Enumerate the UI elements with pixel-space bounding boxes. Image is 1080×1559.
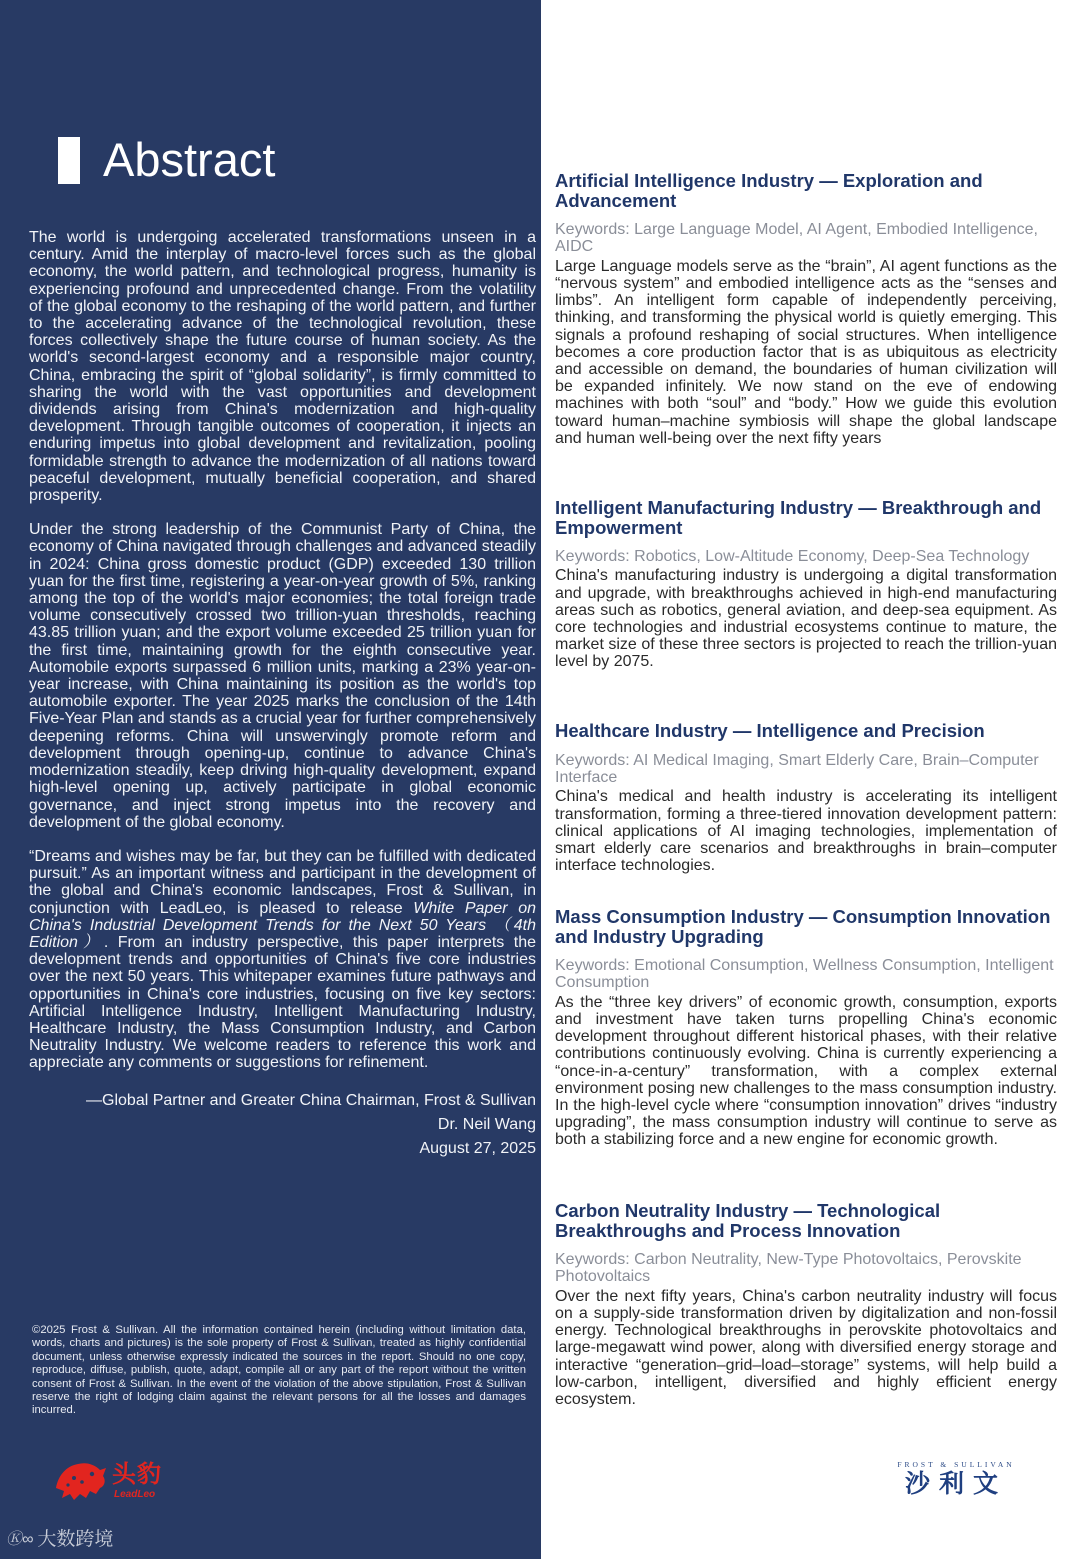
section-title: Healthcare Industry — Intelligence and Precision bbox=[555, 720, 985, 741]
section-carbon bbox=[555, 1201, 1057, 1408]
watermark-text: 大数跨境 bbox=[37, 1529, 114, 1550]
section-healthcare bbox=[555, 721, 1057, 874]
leadleo-name-en: LeadLeo bbox=[114, 1489, 156, 1500]
section-title: Artificial Intelligence Industry — Exploration and Advancement bbox=[555, 170, 983, 211]
watermark bbox=[6, 1524, 113, 1551]
signature-role: —Global Partner and Greater China Chairman, Frost & Sullivan bbox=[86, 1091, 536, 1109]
section-keywords: Keywords: Emotional Consumption, Wellness Consumption, Intelligent Consumption bbox=[555, 957, 1054, 992]
copyright-notice: ©2025 Frost & Sullivan. All the information contained herein (including without limitation data, words, charts and pictures) is the sole property of Frost & Sullivan, treated as highly confidential document, unless otherwise expressly indicated the sources in the report. Should no one copy, reproduce, diffuse, publish, quote, adapt, compile all or any part of the report without the written consent of Frost & Sullivan. In the event of the violation of the above stipulation, Frost & Sullivan reserve the right of lodging claim against the relevant persons for all the losses and damages incurred. bbox=[32, 1324, 526, 1417]
leadleo-logo bbox=[52, 1458, 172, 1506]
section-title: Intelligent Manufacturing Industry — Breakthrough and Empowerment bbox=[555, 497, 1042, 538]
page-title: Abstract bbox=[103, 133, 276, 186]
section-body: As the “three key drivers” of economic growth, consumption, exports and investment have taken turns propelling China's economic development throughout different historical phases, with their relative contributions continuously evolving. China is currently experiencing a “once-in-a-century” transformation, with a complex external environment posing new challenges to the mass consumption industry. In the high-level cycle where “consumption innovation” drives “industry upgrading”, the mass consumption industry will continue to serve as both a stabilizing force and a new engine for economic growth. bbox=[555, 993, 1057, 1149]
section-body: Large Language models serve as the “brain”, AI agent functions as the “nervous system” and embodied intelligence acts as the “senses and limbs”. An intelligent form capable of independently perceiving, thinking, and transforming the physical world is quietly emerging. This signals a profound reshaping of social structures. When intelligence becomes a core production factor that is as ubiquitous as electricity and accessible on demand, the boundaries of human civilization will be expanded infinitely. We now stand on the eve of endowing machines with both “soul” and “body.” How we guide this evolution toward human–machine symbiosis will shape the global landscape and human well-being over the next fifty years bbox=[555, 257, 1057, 447]
report-title: White Paper on China's Industrial Development Trends for the Next 50 Years （4th Edition） bbox=[29, 899, 537, 951]
signature-name: Dr. Neil Wang bbox=[437, 1115, 536, 1133]
abstract-paragraph-1: The world is undergoing accelerated transformations unseen in a century. Amid the interplay of macro-level forces such as the global economy, the world pattern, and technological progress, humanity is experiencing profound and unprecedented change. From the volatility of the global economy to the reshaping of the world pattern, and further to the accelerating advance of the technological revolution, these forces collectively shape the future course of human society. As the world's second-largest economy and a responsible major country, China, embracing the spirit of “global solidarity”, is firmly committed to sharing the world with the vast opportunities and development dividends arising from China's modernization and high-quality development. Through tangible outcomes of cooperation, it injects an enduring impetus into global development and revitalization, pooling formidable strength to advance the modernization of all nations toward peaceful development, mutually beneficial cooperation, and shared prosperity. bbox=[29, 229, 536, 505]
frost-sullivan-name-en: FROST & SULLIVAN bbox=[897, 1460, 1015, 1469]
title-accent-bar bbox=[58, 137, 80, 184]
section-keywords: Keywords: Large Language Model, AI Agent, Embodied Intelligence, AIDC bbox=[555, 221, 1038, 256]
signature-date: August 27, 2025 bbox=[419, 1139, 536, 1157]
leadleo-name-cn: 头豹 bbox=[112, 1461, 162, 1488]
section-body: China's medical and health industry is accelerating its intelligent transformation, forming a three-tiered innovation development pattern: clinical applications of AI imaging technologies, implementation of smart elderly care scenarios and breakthroughs in brain–computer interface technologies. bbox=[555, 788, 1057, 875]
abstract-paragraph-2: Under the strong leadership of the Communist Party of China, the economy of China navigated through challenges and advanced steadily in 2024: China gross domestic product (GDP) exceeded 130 trillion yuan for the first time, registering a year-on-year growth of 5%, ranking among the top of the world's major economies; the total foreign trade volume consecutively crossed two trillion-yuan thresholds, reaching 43.85 trillion yuan; and the export volume exceeded 25 trillion yuan for the first time, maintaining growth for the eighth consecutive year. Automobile exports surpassed 6 million units, marking a 23% year-on-year increase, with China maintaining its position as the world's top automobile exporter. The year 2025 marks the conclusion of the 14th Five-Year Plan and stands as a crucial year for further comprehensively deepening reforms. China will unswervingly promote reform and development through opening-up, continue to advance China's modernization steadily, keep driving high-quality development, expand high-level opening up, actively participate in global economic governance, and inject strong impetus into the recovery and development of the global economy. bbox=[29, 521, 536, 831]
section-body: China's manufacturing industry is undergoing a digital transformation and upgrade, with breakthroughs achieved in high-end manufacturing areas such as robotics, general aviation, and deep-sea equipment. As core technologies and industrial ecosystems continue to mature, the market size of these three sectors is projected to reach the trillion-yuan level by 2075. bbox=[555, 567, 1057, 671]
frost-sullivan-logo bbox=[881, 1460, 1031, 1504]
section-title: Mass Consumption Industry — Consumption Innovation and Industry Upgrading bbox=[555, 906, 1051, 947]
watermark-icon: Ⓚ∞ bbox=[6, 1531, 34, 1548]
section-manufacturing bbox=[555, 498, 1057, 671]
section-ai bbox=[555, 171, 1057, 447]
abstract-paragraph-3 bbox=[29, 848, 536, 1072]
leopard-icon bbox=[52, 1458, 108, 1504]
section-keywords: Keywords: AI Medical Imaging, Smart Elderly Care, Brain–Computer Interface bbox=[555, 751, 1039, 786]
abstract-text bbox=[29, 229, 536, 1161]
paragraph-3-lead: “Dreams and wishes may be far, but they can be fulfilled with dedicated pursuit.” As an important witness and participant in the development of the global and China's economic landscapes, Frost & Sullivan, in conjunction with LeadLeo, is pleased to release bbox=[29, 847, 536, 917]
section-keywords: Keywords: Robotics, Low-Altitude Economy, Deep-Sea Technology bbox=[555, 548, 1030, 565]
industries-panel bbox=[541, 0, 1080, 1559]
paragraph-3-rest: . From an industry perspective, this paper interprets the development trends and opportunities of China's five core industries over the next 50 years. This whitepaper examines future pathways and opportunities in China's core industries, focusing on five key sectors: Artificial Intelligence Industry, Intelligent Manufacturing Industry, Healthcare Industry, the Mass Consumption Industry, and Carbon Neutrality Industry. We welcome readers to reference this work and appreciate any comments or suggestions for refinement. bbox=[29, 933, 536, 1072]
section-keywords: Keywords: Carbon Neutrality, New-Type Photovoltaics, Perovskite Photovoltaics bbox=[555, 1251, 1022, 1286]
section-consumption bbox=[555, 907, 1057, 1149]
section-body: Over the next fifty years, China's carbon neutrality industry will focus on a supply-side transformation driven by digitalization and non-fossil energy. Technological breakthroughs in perovskite photovoltaics and large-megawatt wind power, along with diversified energy storage and interactive “generation–grid–load–storage” systems, will help build a low-carbon, intelligent, diversified and highly efficient energy ecosystem. bbox=[555, 1287, 1057, 1409]
section-title: Carbon Neutrality Industry — Technological Breakthroughs and Process Innovation bbox=[555, 1200, 941, 1241]
frost-sullivan-name-cn: 沙利文 bbox=[904, 1470, 1007, 1498]
